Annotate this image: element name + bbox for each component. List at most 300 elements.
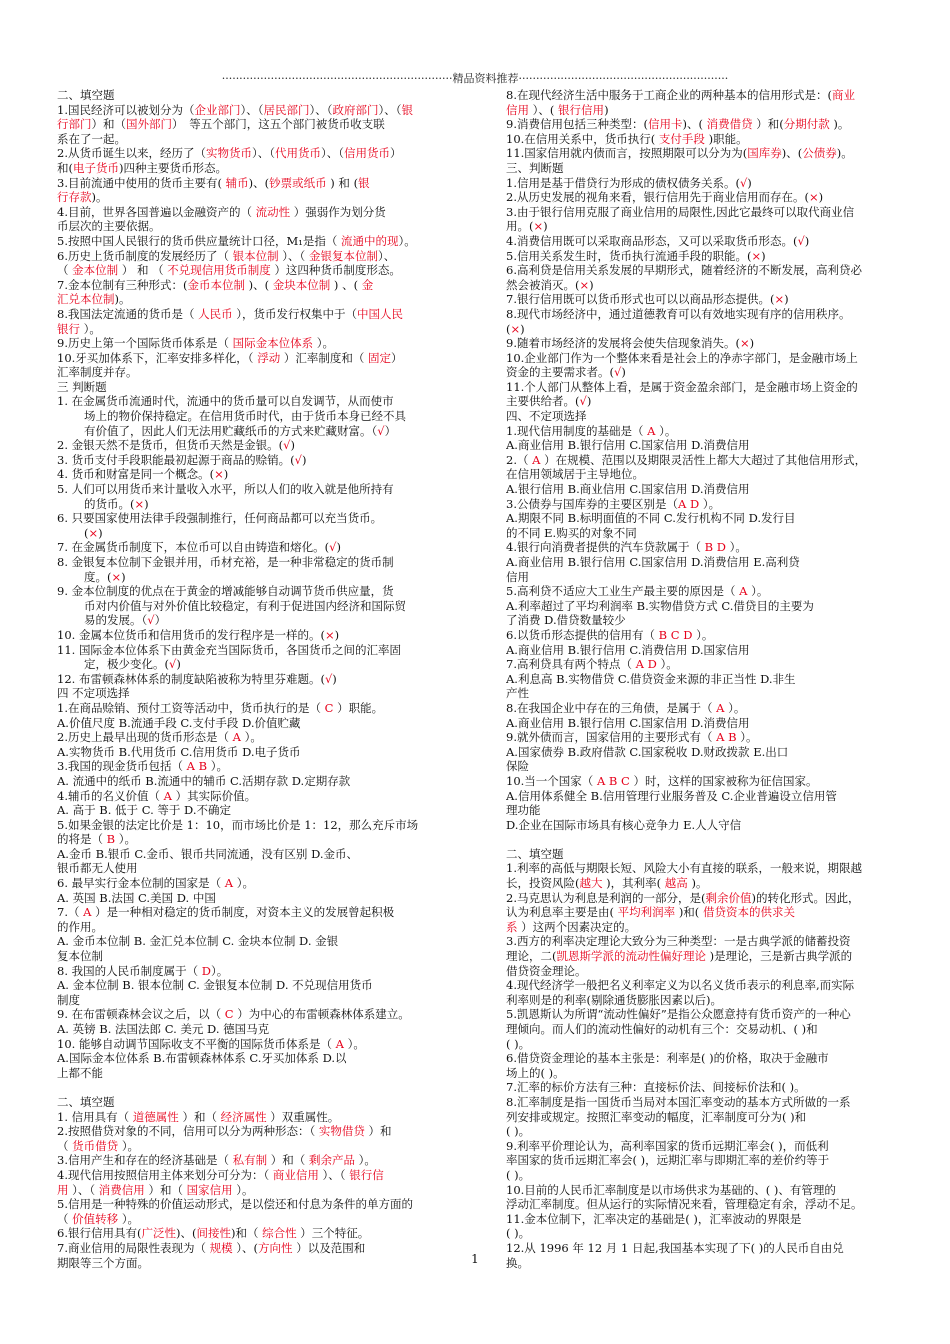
text-line	[506, 613, 921, 628]
text-line	[57, 394, 472, 409]
line-text: 的作用。	[57, 919, 103, 934]
line-text: 度。(	[84, 569, 112, 584]
line-text: 4.现代经济学一般把名义利率定义为以名义货币表示的利息率,而实际	[506, 978, 855, 993]
answer-text: 经济属性	[216, 1109, 271, 1124]
line-text: 理论，二(	[506, 949, 557, 964]
text-line	[506, 599, 921, 614]
line-text: 5.高利贷不适应大工业生产最主要的原因是（	[506, 584, 736, 599]
line-text: 产性	[506, 686, 529, 701]
line-text: 10.目前的人民币汇率制度是以市场供求为基础的、( )、有管理的	[506, 1182, 836, 1197]
line-text: ）。	[660, 657, 678, 672]
line-text: 6.以货币形态提供的信用有（	[506, 627, 655, 642]
line-text: 3.西方的利率决定理论大致分为三种类型：一是古典学派的储蓄投资	[506, 934, 851, 949]
answer-text: 银本位制	[228, 248, 283, 263]
line-text: 列安排或规定。按照汇率变动的幅度，汇率制度可分为( )和	[506, 1109, 807, 1124]
line-text: 二、填空题	[57, 1094, 115, 1109]
text-line	[506, 832, 921, 847]
text-line	[57, 234, 472, 249]
text-line	[506, 103, 921, 118]
text-line	[57, 526, 472, 541]
line-text: ）双重属性。	[270, 1109, 340, 1124]
page-number: 1	[471, 1252, 479, 1266]
answer-text: A D	[677, 496, 703, 511]
text-line	[506, 1080, 921, 1095]
line-text: ( )。	[506, 1167, 531, 1182]
line-text: ）、(	[236, 1240, 259, 1255]
answer-text: 固定	[364, 350, 392, 365]
line-text: ）是一种相对稳定的货币制度，对资本主义的发展曾起积极	[95, 905, 395, 920]
line-text: ）和（	[148, 1182, 183, 1197]
line-text: )。	[836, 146, 853, 161]
line-text: ）。	[121, 1138, 140, 1153]
line-text: 有价值了，因此人们无法用贮藏纸币的方式来贮藏财富。（	[84, 423, 378, 438]
answer-text: √	[739, 175, 748, 190]
text-line	[506, 146, 921, 161]
answer-text: 间接性	[196, 1226, 231, 1241]
line-text: 1.国民经济可以被划分为（	[57, 102, 195, 117]
answer-text: 综合性	[258, 1226, 301, 1241]
line-text: 2.（	[506, 452, 529, 467]
line-text: 场上的物价保持稳定。在信用货币时代，由于货币本身已经不具	[84, 409, 406, 424]
answer-text: B D	[700, 540, 730, 555]
line-text: 11.国家信用就内债而言，按照期限可以分为为(	[506, 146, 748, 161]
line-text: )	[589, 277, 594, 292]
answer-text: 电子货币	[73, 160, 119, 175]
line-text: ( )。	[506, 1124, 531, 1139]
text-line	[506, 745, 921, 760]
answer-text: 实物借贷	[315, 1124, 369, 1139]
line-text: )	[604, 102, 609, 117]
answer-text: C	[221, 1007, 238, 1022]
text-line	[506, 803, 921, 818]
line-text: 8. 金银复本位制下金银并用，币材充裕，是一种非常稳定的货币制	[57, 555, 394, 569]
answer-text: 代用货币	[274, 146, 321, 161]
text-line	[57, 599, 472, 614]
answer-text: 金币本位制	[187, 277, 245, 292]
line-text: A. 高于 B. 低于 C. 等于 D.不确定	[57, 803, 232, 818]
line-text: 保险	[506, 759, 529, 774]
line-text: 9.历史上第一个国际货币体系是（	[57, 336, 229, 351]
line-text: ）。	[728, 700, 746, 715]
line-text: )。	[91, 190, 108, 205]
line-text: ）。	[729, 540, 747, 555]
text-line	[57, 774, 472, 789]
text-line	[506, 686, 921, 701]
text-line	[57, 219, 472, 234]
text-line	[506, 394, 921, 409]
answer-text: √	[797, 233, 805, 248]
line-text: )四种主要货币形态。	[119, 160, 227, 175]
text-line	[57, 278, 472, 293]
text-line	[506, 161, 921, 176]
text-line	[57, 1139, 472, 1154]
line-text: A.银行信用 B.商业信用 C.国家信用 D.消费信用	[506, 482, 750, 497]
answer-text: 价值转移	[68, 1211, 122, 1226]
text-line	[506, 1197, 921, 1212]
line-text: ）、（	[282, 248, 306, 263]
line-text: )和（	[230, 1226, 259, 1241]
line-text: A.价值尺度 B.流通手段 C.支付手段 D.价值贮藏	[57, 715, 301, 730]
text-line	[57, 628, 472, 643]
answer-text: A	[735, 584, 752, 599]
line-text: ）其实际价值。	[175, 788, 257, 803]
answer-text: ×	[579, 277, 590, 292]
text-line	[506, 1037, 921, 1052]
text-line	[506, 1183, 921, 1198]
line-text: 二、填空题	[506, 846, 564, 861]
answer-text: 方向性	[258, 1240, 297, 1255]
line-text: )。	[833, 117, 850, 132]
line-text: 9.消费信用包括三种类型：(	[506, 117, 648, 132]
line-text: 7.银行信用既可以货币形式也可以以商品形态提供。(	[506, 292, 775, 307]
line-text: 5.信用是一种特殊的价值运动形式，是以偿还和付息为条件的单方面的	[57, 1197, 413, 1212]
line-text: 币层次的主要依据。	[57, 219, 161, 234]
line-text: )。	[114, 292, 131, 307]
text-line	[57, 161, 472, 176]
text-line	[506, 1153, 921, 1168]
text-line	[506, 380, 921, 395]
text-line	[57, 847, 472, 862]
line-text: ）、（	[320, 146, 344, 161]
answer-text: B	[103, 832, 119, 847]
line-text: 然会被消灭。(	[506, 277, 580, 292]
line-text: 长，投资风险(	[506, 876, 580, 891]
line-text: 10.在信用关系中，货币执行(	[506, 131, 656, 146]
line-text: ） 和 （	[121, 263, 164, 278]
line-text: )职能。	[708, 131, 748, 146]
line-text: A.商业信用 B.银行信用 C.国家信用 D.消费信用	[506, 438, 750, 453]
line-text: 10.牙买加体系下，汇率安排多样化，（	[57, 350, 254, 365]
line-text: 3.信用产生和存在的经济基础是（	[57, 1153, 229, 1168]
answer-text: 国家信用	[182, 1182, 237, 1197]
line-text: 8.我国法定流通的货币是（	[57, 306, 195, 321]
line-text: 6. 最早实行金本位制的国家是（	[57, 876, 222, 891]
text-line	[506, 1007, 921, 1022]
line-text: ) 和 (	[330, 175, 359, 190]
answer-text: ×	[774, 292, 785, 307]
text-line	[506, 1212, 921, 1227]
line-text: )、(	[244, 277, 270, 292]
text-line	[57, 146, 472, 161]
line-text: 8.在现代经济生活中服务于工商企业的两种基本的信用形式是：(	[506, 88, 832, 102]
text-line	[57, 467, 472, 482]
line-text: 7.商业信用的局限性表现为（	[57, 1240, 206, 1255]
text-line	[57, 613, 472, 628]
line-text: A. 流通中的纸币 B.流通中的辅币 C.活期存款 D.定期存款	[57, 773, 351, 788]
line-text: 资金的主要需求者。(	[506, 365, 614, 380]
answer-text: 分期付款	[783, 117, 834, 132]
line-text: 用。(	[506, 219, 534, 234]
line-text: ）。	[210, 759, 228, 774]
line-text: )，其利率(	[606, 876, 662, 891]
line-text: )、(	[175, 1226, 197, 1241]
answer-text: 不兑现信用货币制度	[163, 263, 275, 278]
line-text: ）以及范围和	[296, 1240, 366, 1255]
line-text: ）	[389, 146, 402, 161]
line-text: 9.就外债而言，国家信用的主要形式有（	[506, 730, 713, 745]
answer-text: 金银复本位制	[305, 248, 378, 263]
answer-text: 辅币	[221, 175, 249, 190]
line-text: ）、	[377, 248, 396, 263]
text-line	[506, 1051, 921, 1066]
text-line	[57, 1095, 472, 1110]
answer-text: C	[320, 700, 338, 715]
line-text: ）在规模、范围以及期限灵活性上都大大超过了其他信用形式，	[544, 452, 867, 467]
line-text: 浮动汇率制度。但从运行的实际情况来看，管理稳定有余，浮动不足。	[506, 1197, 863, 1212]
answer-text: A	[79, 905, 96, 920]
text-line	[506, 949, 921, 964]
line-text: ( )。	[506, 1226, 531, 1241]
answer-text: √	[579, 394, 587, 409]
answer-text: 凯恩斯学派的流动性偏好理论	[556, 949, 710, 964]
line-text: )	[332, 671, 337, 686]
line-text: A.利息高 B.实物借贷 C.借贷资金来源的非正当性 D.非生	[506, 671, 796, 686]
line-text: A.期限不同 B.标明面值的不同 C.发行机构不同 D.发行目	[506, 511, 796, 526]
text-line	[57, 1110, 472, 1125]
line-text: )	[749, 336, 755, 351]
line-text: 认为利息率主要是由(	[506, 905, 614, 920]
answer-text: 国际金本位体系	[228, 336, 317, 351]
answer-text: 银行	[57, 321, 80, 336]
answer-text: ×	[214, 467, 224, 482]
text-line	[57, 482, 472, 497]
text-line	[57, 643, 472, 658]
line-text: 场上的( )。	[506, 1065, 565, 1080]
line-text: 6.高利贷是信用关系发展的早期形式，随着经济的不断发展，高利贷必	[506, 263, 862, 278]
line-text: 10. 金属本位货币和信用货币的发行程序是一样的。(	[57, 627, 325, 642]
text-line	[57, 861, 472, 876]
text-line	[506, 643, 921, 658]
text-line	[506, 540, 921, 555]
text-line	[506, 861, 921, 876]
line-text: 7.汇率的标价方法有三种：直接标价法、间接标价法和( )。	[506, 1080, 806, 1095]
text-line	[57, 1153, 472, 1168]
answer-text: A	[643, 423, 660, 438]
line-text: 1.信用是基于借贷行为形成的债权债务关系。(	[506, 175, 740, 190]
text-line	[57, 555, 472, 570]
line-text: 3.我国的现金货币包括（	[57, 759, 183, 774]
text-line	[506, 759, 921, 774]
line-text: ）。	[118, 832, 137, 847]
line-text: 9. 在布雷顿森林会议之后，以（	[57, 1007, 222, 1022]
text-line	[506, 263, 921, 278]
line-text: 7. 在金属货币制度下，本位币可以自由铸造和熔化。(	[57, 540, 330, 555]
answer-text: 广泛性	[141, 1226, 176, 1241]
line-text: ）为中心的布雷顿森林体系建立。	[237, 1007, 410, 1022]
line-text: 10.企业部门作为一个整体来看是社会上的净赤字部门，是金融市场上	[506, 350, 858, 365]
line-text: 2. 金银天然不是货币，但货币天然是金银。(	[57, 438, 284, 453]
line-text: )	[144, 496, 149, 511]
text-line	[57, 1168, 472, 1183]
line-text: ）这四种货币制度形态。	[274, 263, 401, 278]
line-text: 7.金本位制有三种形式：(	[57, 277, 188, 292]
text-line	[506, 482, 921, 497]
line-text: 4.目前，世界各国普遍以金融资产的（	[57, 204, 252, 219]
line-text: 2.历史上最早出现的货币形态是（	[57, 730, 229, 745]
line-text: ）和(	[756, 117, 784, 132]
line-text: ）。	[80, 321, 101, 336]
text-line	[57, 103, 472, 118]
text-line	[57, 891, 472, 906]
answer-text: √	[294, 452, 302, 467]
text-line	[506, 438, 921, 453]
text-line	[57, 1066, 472, 1081]
answer-text: 系	[506, 919, 522, 934]
text-line	[57, 190, 472, 205]
line-text: 3.由于银行信用克服了商业信用的局限性,因此它最终可以取代商业信	[506, 204, 855, 219]
answer-text: 支付手段	[655, 131, 709, 146]
line-text: )	[290, 438, 295, 453]
line-text: 8.现代市场经济中，通过道德教育可以有效地实现有序的信用秩序。	[506, 306, 851, 321]
line-text: 12.从 1996 年 12 月 1 日起,我国基本实现了下( )的人民币自由兑	[506, 1240, 844, 1255]
text-line	[57, 1197, 472, 1212]
text-line	[57, 511, 472, 526]
line-text: ）和（	[270, 1153, 306, 1168]
line-text: ）。	[236, 1182, 254, 1197]
line-text: 在信用领域居于主导地位。	[506, 467, 644, 482]
answer-text: 越大	[579, 876, 607, 891]
answer-text: 国外部门	[126, 117, 172, 132]
text-line	[57, 1212, 472, 1227]
line-text: )。	[691, 876, 708, 891]
text-line	[57, 789, 472, 804]
answer-text: √	[147, 613, 155, 628]
line-text: ）。	[358, 1153, 376, 1168]
line-text: 7.高利贷具有两个特点（	[506, 657, 632, 672]
line-text: ）、（	[251, 146, 275, 161]
answer-text: B C D	[654, 627, 697, 642]
text-line	[506, 978, 921, 993]
text-line	[57, 176, 472, 191]
line-text: 三 判断题	[57, 379, 107, 394]
line-text: ( )。	[506, 1036, 531, 1051]
text-line	[57, 540, 472, 555]
line-text: 11. 国际金本位体系下由黄金充当国际货币，各国货币之间的汇率固	[57, 642, 401, 657]
line-text: )	[586, 394, 592, 409]
answer-text: 用	[57, 1182, 69, 1197]
answer-text: 政府部门	[332, 102, 379, 117]
text-line	[506, 336, 921, 351]
line-text: ）	[154, 613, 167, 628]
line-text: 的货币。(	[84, 496, 135, 511]
answer-text: 流通中的现	[337, 233, 399, 248]
text-line	[57, 949, 472, 964]
line-text: 汇率制度并存。	[57, 365, 138, 380]
answer-text: 行部门	[57, 117, 92, 132]
text-line	[506, 847, 921, 862]
line-text: A. 英国 B.法国 C.美国 D. 中国	[57, 890, 216, 905]
text-line	[57, 453, 472, 468]
line-text: ）、（	[68, 1182, 96, 1197]
answer-text: A	[159, 788, 176, 803]
line-text: 5.凯恩斯认为所谓“流动性偏好”是指公众愿意持有货币资产的一种心	[506, 1007, 851, 1022]
text-line	[506, 716, 921, 731]
line-text: ）。	[740, 730, 758, 745]
line-text: ）、(	[529, 102, 555, 117]
line-text: A.金币 B.银币 C.金币、银币共同流通，没有区别 D.金币、	[57, 846, 359, 861]
answer-text: A B	[712, 730, 741, 745]
line-text: A.商业信用 B.银行信用 C.消费信用 D.国家信用	[506, 642, 750, 657]
text-line	[57, 905, 472, 920]
line-text: 1.现代信用制度的基础是（	[506, 423, 644, 438]
line-text: )	[543, 219, 548, 234]
answer-text: 企业部门	[194, 102, 241, 117]
text-line	[57, 1183, 472, 1198]
answer-text: 平均利润率	[614, 905, 679, 920]
text-line	[506, 132, 921, 147]
text-line	[57, 1037, 472, 1052]
answer-text: 剩余产品	[305, 1153, 359, 1168]
line-text: 币对内价值与对外价值比较稳定，有利于促进国内经济和国际贸	[84, 598, 406, 613]
text-line	[57, 438, 472, 453]
text-line	[57, 993, 472, 1008]
answer-text: ×	[739, 336, 750, 351]
text-line	[57, 978, 472, 993]
text-line	[506, 467, 921, 482]
text-line	[506, 1124, 921, 1139]
answer-text: 越高	[661, 876, 692, 891]
line-text: )	[223, 467, 229, 482]
answer-text: ×	[808, 190, 819, 205]
text-line	[506, 628, 921, 643]
text-line	[57, 307, 472, 322]
answer-text: A	[228, 730, 245, 745]
answer-text: ×	[533, 219, 544, 234]
answer-text: 消费信用	[95, 1182, 149, 1197]
line-text: )和(	[678, 905, 700, 920]
text-line	[506, 774, 921, 789]
text-line	[506, 278, 921, 293]
text-line	[506, 88, 921, 103]
line-text: 8. 我国的人民币制度属于（	[57, 963, 199, 978]
text-line	[506, 117, 921, 132]
answer-text: 消费借贷	[702, 117, 757, 132]
line-text: ）	[391, 350, 403, 365]
answer-text: 商业	[831, 88, 855, 102]
text-line	[506, 672, 921, 687]
answer-text: 浮动	[253, 350, 284, 365]
text-line	[506, 1066, 921, 1081]
line-text: ）汇率制度和（	[283, 350, 365, 365]
line-text: 1.利率的高低与期限长短、风险大小有直接的联系，一般来说，期限越	[506, 861, 862, 876]
answer-text: 居民部门	[263, 102, 310, 117]
line-text: 1. 在金属货币流通时代，流通中的货币量可以自发调节，从而使市	[57, 394, 394, 409]
line-text: ）。	[244, 730, 262, 745]
text-line	[506, 701, 921, 716]
answer-text: 商业信用	[269, 1167, 323, 1182]
line-text: 利率则是的利率(剔除通货膨胀因素以后)。	[506, 992, 722, 1007]
line-text: 5.如果金银的法定比价是 1：10，而市场比价是 1：12，那么充斥市场	[57, 817, 419, 832]
text-line	[57, 570, 472, 585]
answer-text: A D	[631, 657, 661, 672]
line-text: ）、（	[309, 102, 333, 117]
line-text: )	[301, 452, 307, 467]
line-text: A.国家债券 B.政府借款 C.国家税收 D.财政拨款 E.出口	[506, 744, 789, 759]
line-text: 4.银行向消费者提供的汽车贷款属于（	[506, 540, 701, 555]
line-text: )、(	[781, 146, 803, 161]
answer-text: 流动性	[251, 204, 294, 219]
line-text: 8.汇率制度是指一国货币当局对本国汇率变动的基本方式所做的一系	[506, 1094, 851, 1109]
answer-text: 私有制	[228, 1153, 271, 1168]
answer-text: 中国人民	[357, 306, 404, 321]
answer-text: 行存款	[57, 190, 92, 205]
line-text: 11.金本位制下，汇率决定的基础是( )，汇率波动的界限是	[506, 1211, 802, 1226]
line-text: (	[84, 525, 89, 540]
line-text: 8.在我国企业中存在的三角债，是属于（	[506, 700, 713, 715]
text-line	[506, 1168, 921, 1183]
line-text: A.实物货币 B.代用货币 C.信用货币 D.电子货币	[57, 744, 301, 759]
text-line	[506, 920, 921, 935]
